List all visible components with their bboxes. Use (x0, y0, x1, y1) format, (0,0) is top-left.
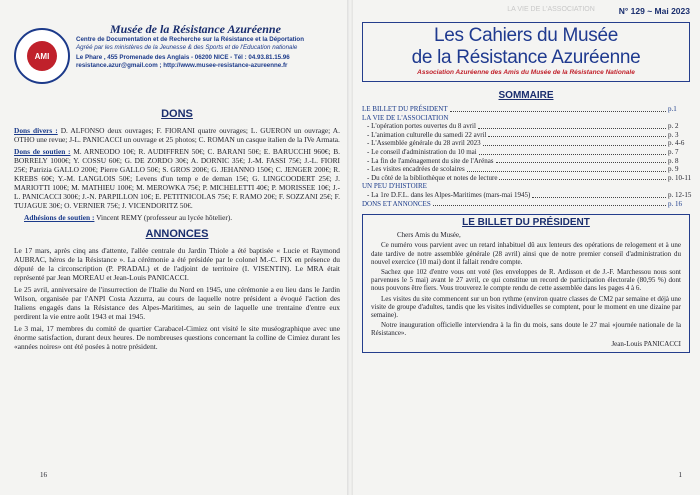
toc-label: LE BILLET DU PRÉSIDENT (362, 105, 448, 113)
dons-heading: DONS (161, 108, 193, 120)
toc-row (362, 165, 690, 174)
dons-soutien-text: M. ARNEODO 10€; R. AUDIFFREN 50€; C. BARANI 50€; E. BARUCCHI 960€; B. BORRELY 1000€; Y. COSSU 60€; G. DE ZORDO 30€; A. DORNIC 35€; J.-M. FASSI 75€; J.-L. FIORI 25€; Patrizia GALLO 200€; Pierre GALLO 50€; S. GROS 200€; G. JEHANNO 150€; C. JENGER 200€; R. KREBS 60€; Y.-M. LANGLOIS 50€; Levens d'un temp e de deman 15€; G. LINGCOODERT 25€; J. MARIOTTI 100€; M. MATHIEU 100€; M. MEROWKA 75€; P. MICHELETTI 40€; P. MORISSEE 10€; J.-L. PANICACCI 300€; J.-N. PARPILLON 10€; E. PETITNICOLAS 75€; F. RAMO 20€; F. SOZZANI 25€; F. TUJAGUE 30€; O. VERNIER 75€; J. VICENDORITZ 50€. (14, 147, 340, 210)
toc-page: p. 2 (668, 122, 679, 131)
dons-divers-text: D. ALFONSO deux ouvrages; F. FIORANI quatre ouvrages; L. GUERON un ouvrage; A. OTHO une revue; J-L. PANICACCI un ouvrage et 25 photos; C. ROMAN un casque italien de la IVe Armata. (14, 126, 340, 144)
toc-page: p. 7 (668, 147, 679, 156)
sommaire-heading: SOMMAIRE (498, 90, 554, 101)
toc-row (362, 122, 690, 131)
annonce-2: Le 25 avril, anniversaire de l'insurrection de l'Italie du Nord en 1945, une cérémonie a eu lieu dans le Jardin Wilson, organisée par l'ANPI Costa Azzurra, au cours de laquelle notre président a évoqué l'action des Italiens engagés dans la Résistance des Alpes-Maritimes, au sein de laquelle une trentaine d'entre eux perdirent la vie entre août 1943 et mai 1945. (14, 285, 340, 321)
toc-label: - L'Assemblée générale du 28 avril 2023 (367, 139, 481, 148)
toc-leader (478, 128, 666, 129)
toc-row (362, 191, 690, 200)
toc-label: UN PEU D'HISTOIRE (362, 182, 427, 191)
billet-heading: LE BILLET DU PRÉSIDENT (462, 217, 590, 229)
toc-leader (433, 205, 666, 206)
faded-print-through: LA VIE DE L'ASSOCIATION (507, 6, 595, 13)
toc-row (362, 131, 690, 140)
museum-logo (14, 28, 70, 84)
masthead-line-2: de la Résistance Azuréenne (411, 47, 641, 68)
toc-page: p. 16 (668, 199, 682, 208)
right-page (350, 0, 700, 495)
toc-page: p. 3 (668, 130, 679, 139)
toc-page: p.1 (668, 105, 677, 113)
toc-leader (496, 162, 666, 163)
toc-label: LA VIE DE L'ASSOCIATION (362, 113, 449, 122)
logo-badge: AMI (27, 41, 57, 71)
museum-contact: resistance.azur@gmail.com ; http://www.musee-resistance-azureenne.fr (76, 61, 288, 69)
annonce-1: Le 17 mars, après cinq ans d'attente, l'allée centrale du Jardin Thiole a été baptisée « Lucie et Raymond AUBRAC, héros de la Résistance ». La cérémonie a été présidée par le colonel M.-C. FIX en présence du député de la circonscription (P. PRADAL) et de l'adjoint de territoire (I. VISENTIN). Le MRA était représenté par Jean MOREAU et Jean-Louis PANICACCI. (14, 246, 340, 282)
org-line-2: Agréé par les ministères de la Jeunesse & des Sports et de l'Education nationale (76, 43, 298, 51)
toc-label: - La fin de l'aménagement du site de l'Arénas (367, 156, 494, 165)
toc-leader (483, 145, 666, 146)
toc-page: p. 8 (668, 156, 679, 165)
toc-row (362, 139, 690, 148)
toc-leader (488, 136, 666, 137)
museum-header (14, 22, 340, 102)
annonces-heading: ANNONCES (145, 228, 209, 240)
toc-label: - La 1re D.F.L. dans les Alpes-Maritimes (mars-mai 1945) (367, 190, 531, 199)
toc-leader (467, 171, 666, 172)
issue-bar (362, 6, 690, 18)
billet-paragraph-2: Sachez que 102 d'entre vous ont voté (les enveloppes de R. Ardisson et de J.-F. Marchessou nous sont parvenues le 5 mai) avant le 27 avril, ce qui constitue un record de participation électorale (80,95 %) dont nous pouvons être fiers. Vous trouverez le compte rendu de cette assemblée dans les pages 4 à 6. (371, 267, 681, 293)
toc-row (362, 174, 690, 183)
billet-paragraph-1: Ce numéro vous parvient avec un retard inhabituel dû aux lenteurs des opérations de relogement et à une date tardive de notre assemblée générale (28 avril) ainsi que de notre premier conseil d'administration du nouvel exercice (10 mai) dont il fallait rendre compte. (371, 241, 681, 266)
billet-salutation: Chers Amis du Musée, (397, 231, 461, 240)
issue-number: N° 129 ~ Mai 2023 (618, 6, 690, 16)
billet-paragraph-3: Les visites du site commencent sur un bon rythme (environ quatre classes de CM2 par semaine et déjà une visite de groupe d'adultes, tandis que les visites individuelles se comptent, pour le moment en une dizaine par semaine). (371, 294, 681, 319)
museum-title: Musée de la Résistance Azuréenne (110, 22, 281, 36)
toc-leader (532, 197, 666, 198)
dons-soutien (14, 147, 340, 210)
toc-page: p. 10-11 (668, 173, 692, 182)
toc-page: p. 4-6 (668, 139, 685, 148)
toc-label: - Du côté de la bibliothèque et notes de lecture (367, 173, 498, 182)
toc-row (362, 105, 690, 114)
toc-label: - Les visites encadrées de scolaires (367, 165, 465, 174)
toc-row (362, 148, 690, 157)
table-of-contents (362, 105, 690, 208)
toc-leader (499, 179, 666, 180)
billet-signature: Jean-Louis PANICACCI (611, 339, 681, 348)
dons-divers (14, 126, 340, 144)
masthead-subtitle: Association Azuréenne des Amis du Musée de la Résistance Nationale (417, 69, 635, 76)
adhesions-text: Vincent REMY (professeur au lycée hôtelier). (96, 213, 233, 222)
toc-row (362, 182, 690, 191)
toc-leader (479, 154, 666, 155)
toc-label: - L'animation culturelle du samedi 22 avril (367, 130, 487, 139)
toc-row (362, 157, 690, 166)
masthead (362, 22, 690, 82)
toc-row (362, 114, 690, 123)
adhesions (24, 213, 340, 222)
page-number-left: 16 (40, 471, 47, 479)
toc-row (362, 200, 690, 209)
billet-box (362, 214, 690, 352)
museum-info (76, 22, 304, 69)
dons-soutien-label: Dons de soutien : (14, 147, 71, 156)
billet-paragraph-4: Notre inauguration officielle interviendra à la fin du mois, sans doute le 27 mai «journée nationale de la Résistance». (371, 321, 681, 338)
annonce-3: Le 3 mai, 17 membres du comité de quartier Carabacel-Cimiez ont visité le site muséographique avec une énorme satisfaction, durant deux heures. De nombreuses questions concernant la colline de Cimiez durant les «années noires» ont été posées à notre président. (14, 324, 340, 351)
toc-page: p. 9 (668, 165, 679, 174)
dons-divers-label: Dons divers : (14, 126, 58, 135)
toc-label: DONS ET ANNONCES (362, 199, 431, 208)
museum-address: Le Phare , 455 Promenade des Anglais - 06200 NICE - Tél : 04.93.81.15.96 (76, 54, 290, 62)
toc-label: - L'opération portes ouvertes du 8 avril (367, 122, 476, 131)
adhesions-label: Adhésions de soutien : (24, 213, 95, 222)
masthead-line-1: Les Cahiers du Musée (433, 25, 619, 46)
page-number-right: 1 (678, 471, 682, 479)
org-line-1: Centre de Documentation et de Recherche sur la Résistance et la Déportation (76, 36, 304, 43)
toc-page: p. 12-15 (668, 190, 692, 199)
toc-label: - Le conseil d'administration du 10 mai (367, 147, 477, 156)
toc-leader (450, 111, 666, 112)
